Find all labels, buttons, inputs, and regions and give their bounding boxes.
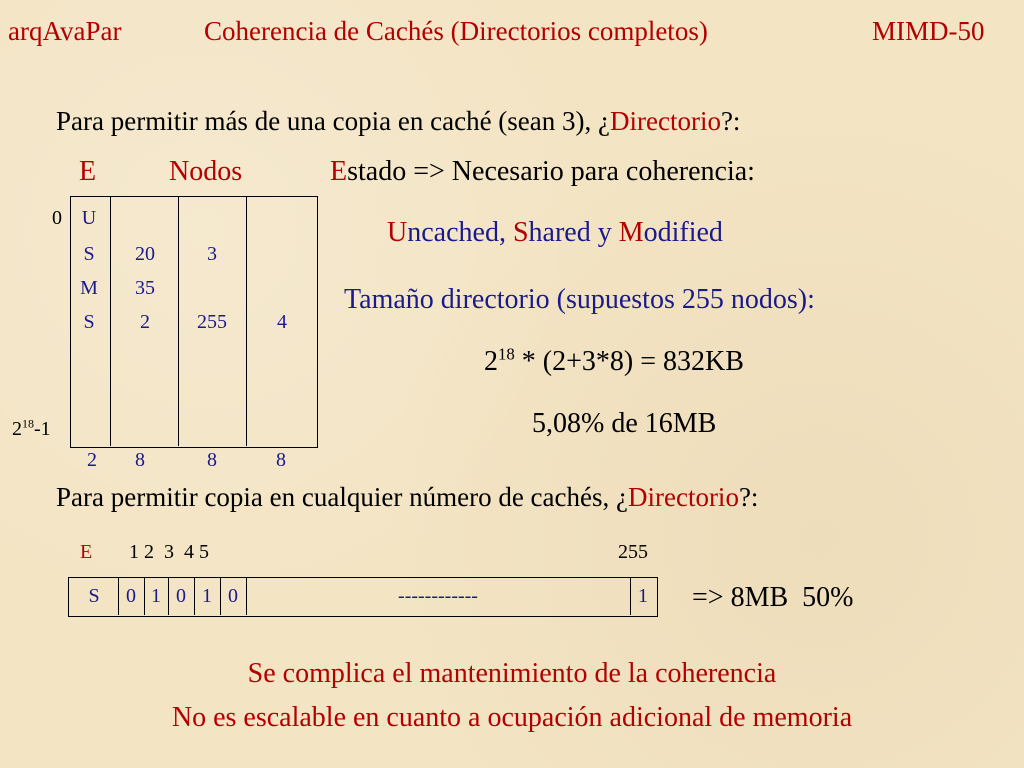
bit-last-cell: 1	[638, 585, 648, 607]
column-nodos-label: Nodos	[169, 156, 243, 187]
directory-divider	[110, 196, 111, 446]
node-cell: 35	[135, 277, 155, 299]
formula-line: $2^{18} * (2+3*8) = 832KB$	[484, 344, 744, 377]
percent-line: 5,08% de 16MB	[532, 408, 717, 439]
bit-cell: 1	[151, 585, 161, 607]
bit-dashes: ------------	[398, 585, 478, 607]
bit-cell: 0	[176, 585, 186, 607]
width-label: 8	[207, 449, 217, 471]
width-label: 8	[135, 449, 145, 471]
conclusion-2: No es escalable en cuanto a ocupación adicional de memoria	[171, 702, 853, 733]
bitvector-last-label: 255	[618, 541, 648, 563]
node-cell: 4	[277, 311, 287, 333]
width-label: 2	[87, 449, 97, 471]
bit-cell: 0	[126, 585, 136, 607]
state-cell: S	[83, 311, 95, 333]
state-cell: S	[83, 243, 95, 265]
bitvector-index-labels: 1 2 3 4 5	[129, 541, 209, 563]
state-cell: U	[81, 207, 97, 229]
estado-line: Estado => Necesario para coherencia:	[330, 156, 755, 187]
directory-divider	[178, 196, 179, 446]
conclusion-1: Se complica el mantenimiento de la coherencia	[247, 658, 777, 689]
directory-divider	[246, 196, 247, 446]
bit-state-cell: S	[88, 585, 100, 607]
node-cell: 255	[197, 311, 227, 333]
row-bottom-label: $2^{18}-1$	[12, 416, 51, 440]
bitvector-e-label: E	[80, 541, 93, 563]
tamano-line: Tamaño directorio (supuestos 255 nodos):	[344, 284, 815, 315]
node-cell: 20	[135, 243, 155, 265]
header-right: MIMD-50	[872, 16, 985, 46]
intro-line-1: Para permitir más de una copia en caché (sean 3), ¿Directorio?:	[56, 106, 741, 136]
bit-cell: 0	[228, 585, 238, 607]
bit-cell: 1	[202, 585, 212, 607]
row-top-label: 0	[52, 207, 62, 229]
node-cell: 2	[140, 311, 150, 333]
slide-title: Coherencia de Cachés (Directorios completos)	[204, 16, 708, 46]
header-left: arqAvaPar	[8, 16, 122, 46]
intro-line-2: Para permitir copia en cualquier número de cachés, ¿Directorio?:	[56, 482, 759, 512]
states-line: Uncached, Shared y Modified	[387, 217, 723, 248]
state-cell: M	[80, 277, 98, 299]
width-label: 8	[276, 449, 286, 471]
node-cell: 3	[207, 243, 217, 265]
column-e-label: E	[79, 156, 97, 187]
result-text: => 8MB 50%	[692, 582, 854, 613]
